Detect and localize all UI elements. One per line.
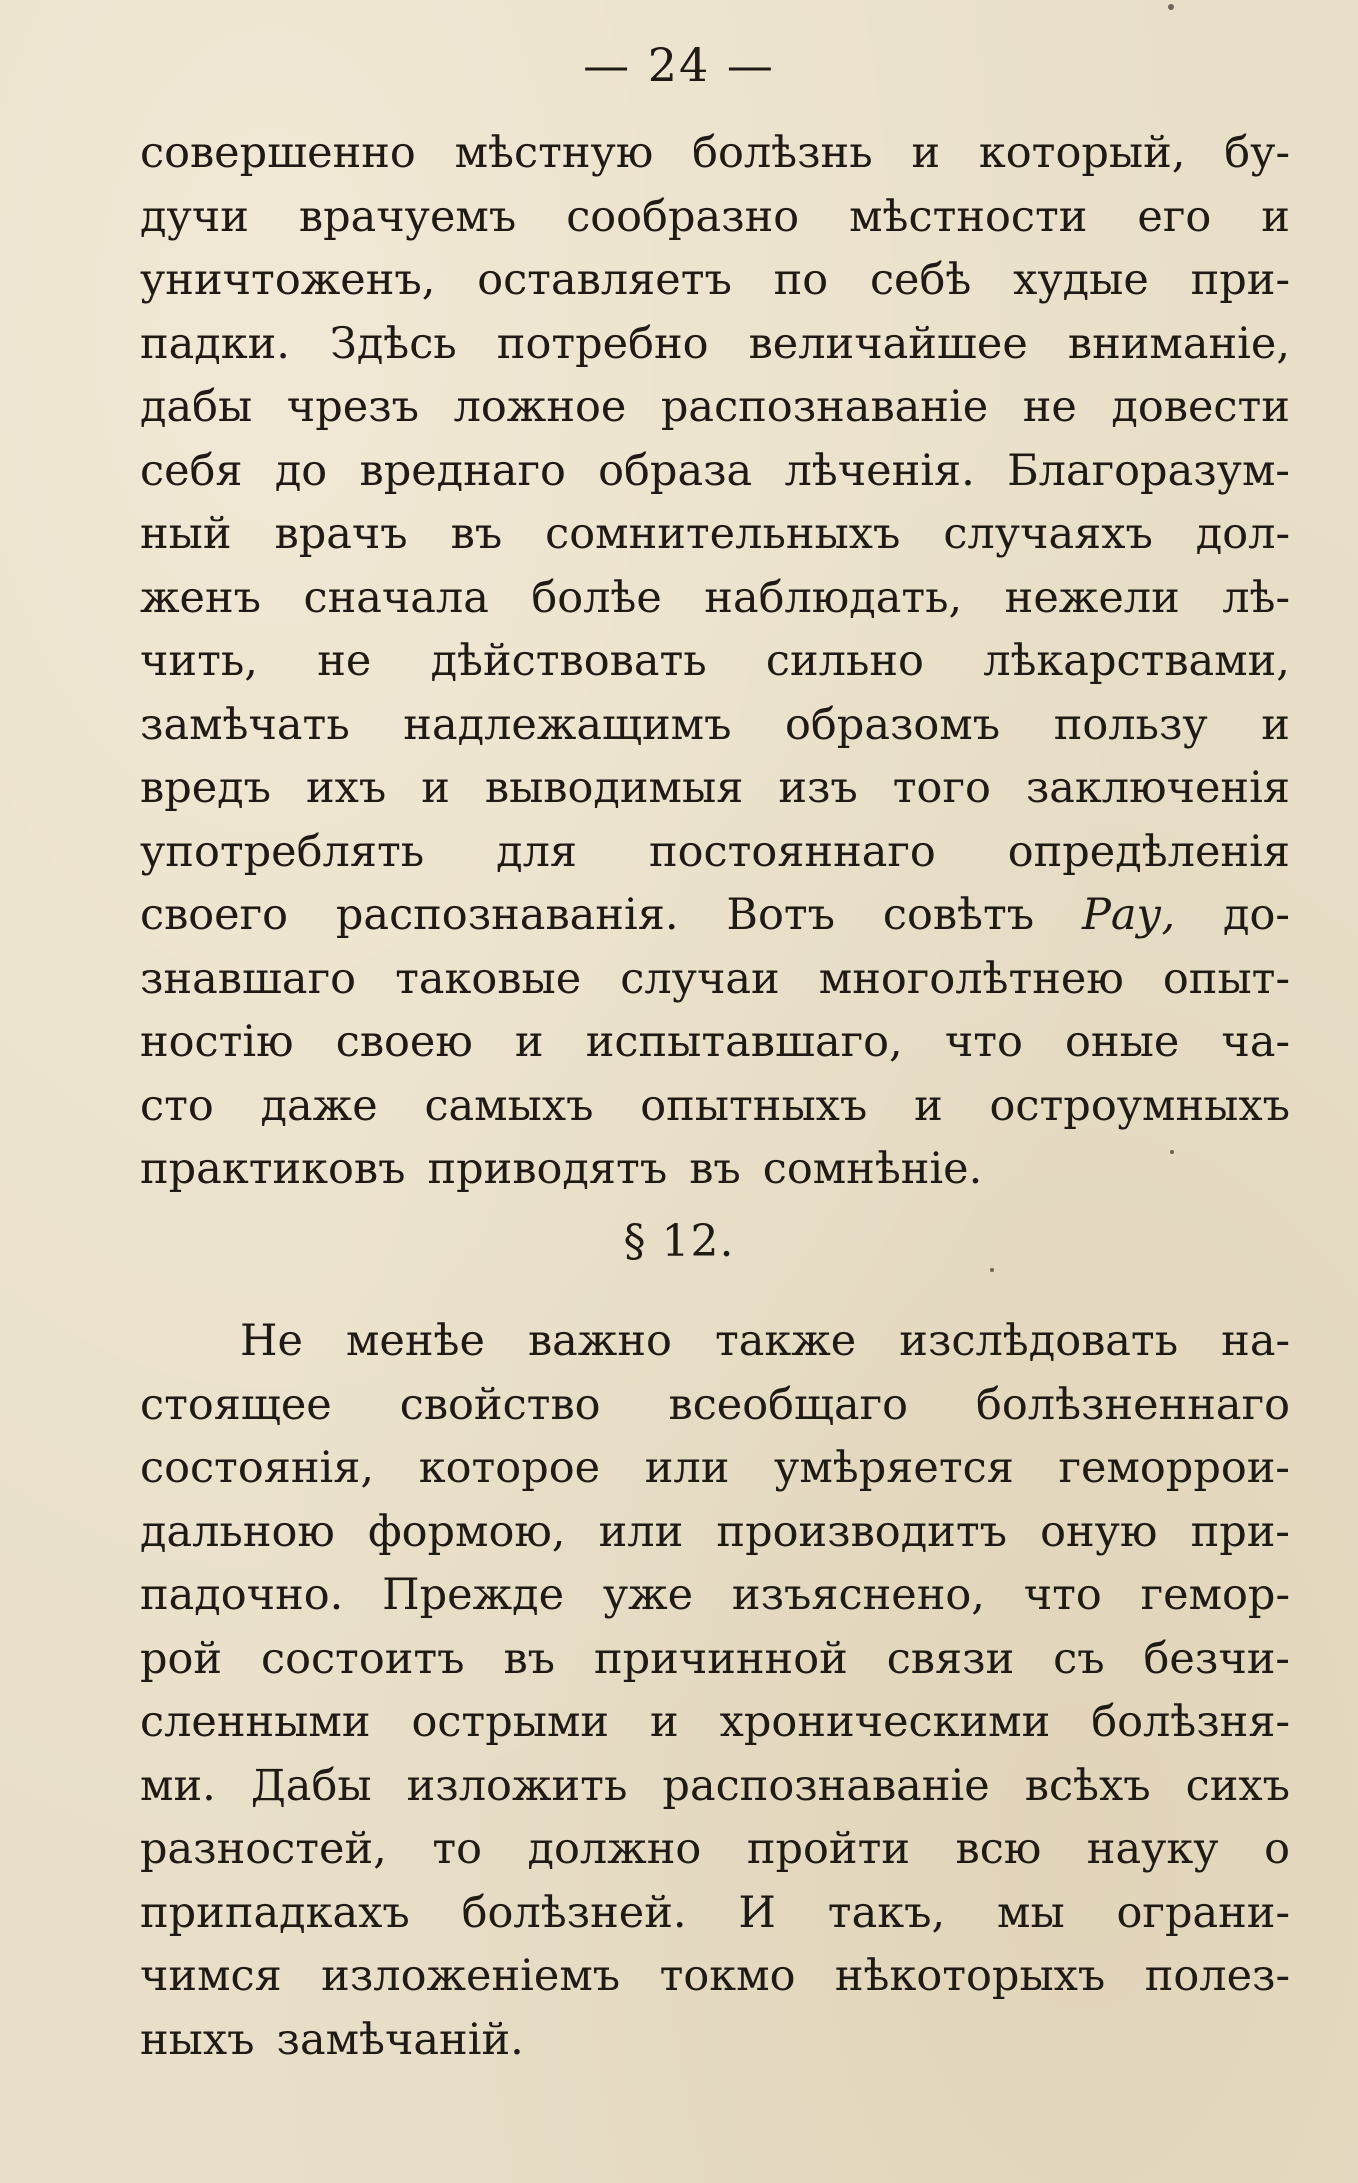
text-line: [140, 1501, 1290, 1565]
word: даже: [260, 1080, 378, 1131]
ink-speck: [990, 1268, 994, 1272]
word: сначала: [303, 572, 489, 623]
word: того: [892, 763, 991, 813]
word: не: [1022, 382, 1077, 432]
word: мы: [997, 1887, 1065, 1938]
word: при-: [1190, 1506, 1290, 1557]
text-line: [140, 249, 1290, 313]
word: врачуемъ: [298, 191, 517, 242]
word: случаяхъ: [943, 509, 1153, 559]
word: распознаваніе: [662, 1760, 990, 1811]
word: стоящее: [140, 1379, 332, 1430]
word: своею: [335, 1017, 473, 1067]
word: болѣзня-: [1091, 1697, 1290, 1747]
word: состоянія,: [140, 1443, 375, 1493]
word: сихъ: [1185, 1760, 1290, 1811]
word: въ: [689, 1144, 741, 1194]
word: ограни-: [1116, 1887, 1290, 1938]
word: оные: [1065, 1017, 1180, 1067]
word: или: [644, 1443, 730, 1493]
word: полез-: [1144, 1951, 1290, 2001]
word: чимся: [140, 1951, 282, 2001]
text-line: [140, 1564, 1290, 1628]
word: Рау,: [1081, 890, 1176, 940]
word: сильно: [765, 636, 924, 686]
text-line: [140, 884, 1290, 948]
text-line: [140, 440, 1290, 504]
word: то: [432, 1824, 483, 1874]
word: образомъ: [785, 699, 1001, 750]
word: и: [1261, 191, 1290, 242]
word: ный: [140, 509, 232, 559]
word: Не: [240, 1316, 303, 1366]
word: падки.: [140, 318, 290, 369]
word: величайшее: [748, 318, 1028, 369]
word: изложить: [406, 1760, 628, 1811]
word: пользу: [1053, 699, 1208, 750]
text-line: [140, 630, 1290, 694]
word: уже: [602, 1570, 694, 1620]
word: болѣзнь: [692, 128, 873, 178]
word: потребно: [496, 318, 709, 369]
word: сленными: [140, 1697, 371, 1747]
word: чрезъ: [286, 382, 420, 432]
word: знавшаго: [140, 953, 356, 1004]
page-number: — 24 —: [583, 38, 775, 92]
text-line: [140, 821, 1290, 885]
word: до-: [1223, 890, 1290, 940]
word: опытныхъ: [640, 1080, 868, 1131]
word: при-: [1190, 255, 1290, 305]
word: Прежде: [382, 1570, 565, 1620]
word: дол-: [1195, 509, 1290, 559]
word: безчи-: [1143, 1633, 1290, 1684]
word: бу-: [1224, 128, 1290, 178]
word: падочно.: [140, 1570, 344, 1620]
word: врачъ: [274, 509, 408, 559]
word: сообразно: [566, 191, 800, 242]
word: и: [1261, 699, 1290, 750]
paragraph-2: [140, 1310, 1290, 2072]
word: остроумныхъ: [989, 1080, 1290, 1131]
word: выводимыя: [484, 763, 744, 813]
word: что: [944, 1017, 1023, 1067]
word: уничтоженъ,: [140, 255, 436, 305]
word: Здѣсь: [330, 318, 457, 369]
word: въ: [450, 509, 503, 559]
word: себѣ: [869, 255, 972, 305]
word: по: [773, 255, 829, 305]
text-line: [140, 757, 1290, 821]
word: Благоразум-: [1007, 445, 1290, 496]
word: ихъ: [305, 763, 387, 813]
word: должно: [527, 1824, 702, 1874]
text-line: [140, 948, 1290, 1012]
text-line: [140, 1945, 1290, 2009]
word: и: [650, 1697, 679, 1747]
text-line: [140, 1755, 1290, 1819]
word: и: [514, 1017, 544, 1067]
ink-speck: [1168, 4, 1174, 10]
word: дальною: [140, 1506, 335, 1557]
word: самыхъ: [424, 1080, 594, 1131]
text-line: [140, 1691, 1290, 1755]
text-line: [140, 1011, 1290, 1075]
word: мѣстную: [454, 128, 654, 178]
text-line: [140, 1075, 1290, 1139]
text-line: [140, 694, 1290, 758]
word: и: [421, 763, 450, 813]
word: опыт-: [1162, 953, 1290, 1004]
word: дучи: [140, 191, 249, 242]
word: надлежащимъ: [403, 699, 732, 750]
text-line: [140, 567, 1290, 631]
word: вниманіе,: [1067, 318, 1290, 369]
word: болѣзненнаго: [976, 1379, 1290, 1430]
word: связи: [886, 1633, 1015, 1684]
word: причинной: [593, 1633, 848, 1684]
word: или: [598, 1506, 684, 1557]
word: въ: [503, 1633, 556, 1684]
word: распознаваніе: [660, 382, 989, 432]
word: и: [914, 1080, 943, 1131]
word: дабы: [140, 382, 253, 432]
word: образа: [598, 445, 753, 496]
text-line: [140, 186, 1290, 250]
word: ми.: [140, 1760, 216, 1811]
word: припадкахъ: [140, 1887, 410, 1938]
word: умѣряется: [774, 1443, 1014, 1493]
word: изслѣдовать: [899, 1316, 1179, 1366]
word: рой: [140, 1633, 223, 1684]
word: практиковъ: [140, 1144, 406, 1194]
word: Дабы: [250, 1760, 372, 1811]
word: распознаванія.: [335, 890, 679, 940]
text-line: [140, 376, 1290, 440]
word: худые: [1013, 255, 1149, 305]
word: токмо: [659, 1951, 796, 2001]
word: замѣчать: [140, 699, 350, 750]
word: сто: [140, 1080, 214, 1131]
word: Вотъ: [726, 890, 835, 940]
word: всеобщаго: [668, 1379, 909, 1430]
word: состоитъ: [261, 1633, 465, 1684]
word: таковые: [395, 953, 582, 1004]
word: острыми: [411, 1697, 610, 1747]
word: съ: [1053, 1633, 1105, 1684]
word: его: [1137, 191, 1212, 242]
word: формою,: [367, 1506, 566, 1557]
word: оставляетъ: [477, 255, 732, 305]
word: такъ,: [827, 1887, 946, 1938]
word: довести: [1111, 382, 1290, 432]
word: производитъ: [716, 1506, 1007, 1557]
section-heading: § 12.: [623, 1216, 735, 1267]
word: совѣтъ: [882, 890, 1035, 940]
word: многолѣтнею: [818, 953, 1124, 1004]
word: совершенно: [140, 128, 416, 178]
text-line: [140, 1628, 1290, 1692]
word: которое: [418, 1443, 601, 1493]
word: приводятъ: [427, 1144, 668, 1194]
word: разностей,: [140, 1824, 387, 1874]
word: ностію: [140, 1017, 294, 1067]
word: опредѣленія: [1007, 826, 1290, 877]
word: изъ: [778, 763, 858, 813]
word: дѣйствовать: [430, 636, 707, 686]
word: сомнительныхъ: [545, 509, 901, 559]
word: всю: [955, 1824, 1042, 1874]
word: сомнѣніе.: [762, 1144, 983, 1194]
text-line: [140, 1437, 1290, 1501]
word: изъяснено,: [731, 1570, 985, 1620]
text-line: [140, 503, 1290, 567]
word: постояннаго: [648, 826, 936, 877]
word: вредъ: [140, 763, 272, 813]
word: нѣкоторыхъ: [834, 1951, 1106, 2001]
word: на-: [1221, 1316, 1290, 1366]
word: всѣхъ: [1024, 1760, 1151, 1811]
text-line: [140, 122, 1290, 186]
word: болѣзней.: [461, 1887, 687, 1938]
word: лѣкарствами,: [983, 636, 1290, 686]
word: случаи: [620, 953, 780, 1004]
text-line: [140, 1310, 1290, 1374]
word: ныхъ: [140, 2014, 255, 2065]
word: чить,: [140, 636, 258, 686]
text-line: [140, 1882, 1290, 1946]
word: хроническими: [719, 1697, 1051, 1747]
word: мѣстности: [849, 191, 1088, 242]
word: болѣе: [531, 572, 662, 623]
word: не: [317, 636, 372, 686]
word: себя: [140, 445, 243, 496]
word: своего: [140, 890, 289, 940]
text-line: [140, 313, 1290, 377]
word: также: [714, 1316, 857, 1366]
word: лѣченія.: [784, 445, 975, 496]
word: о: [1264, 1824, 1290, 1874]
word: менѣе: [345, 1316, 485, 1366]
word: и: [911, 128, 941, 178]
word: ча-: [1221, 1017, 1290, 1067]
ink-speck: [1170, 1150, 1174, 1154]
word: геморрои-: [1058, 1443, 1290, 1493]
word: гемор-: [1140, 1570, 1290, 1620]
word: изложеніемъ: [321, 1951, 621, 2001]
word: науку: [1086, 1824, 1219, 1874]
text-line: [140, 1818, 1290, 1882]
text-line: [140, 2009, 1290, 2073]
word: пройти: [746, 1824, 911, 1874]
text-line: [140, 1138, 1290, 1202]
word: нежели: [1004, 572, 1180, 623]
word: лѣ-: [1222, 572, 1290, 623]
word: важно: [527, 1316, 672, 1366]
word: вреднаго: [359, 445, 566, 496]
word: наблюдать,: [704, 572, 963, 623]
word: свойство: [399, 1379, 601, 1430]
word: который,: [978, 128, 1186, 178]
word: до: [274, 445, 328, 496]
word: что: [1023, 1570, 1102, 1620]
word: оную: [1040, 1506, 1158, 1557]
word: заключенія: [1025, 763, 1290, 813]
text-line: [140, 1374, 1290, 1438]
word: употреблять: [140, 826, 425, 877]
paragraph-1: [140, 122, 1290, 1202]
word: женъ: [140, 572, 262, 623]
word: ложное: [453, 382, 627, 432]
word: И: [738, 1887, 776, 1938]
word: для: [496, 826, 578, 877]
word: испытавшаго,: [585, 1017, 903, 1067]
word: замѣчаній.: [276, 2014, 524, 2065]
